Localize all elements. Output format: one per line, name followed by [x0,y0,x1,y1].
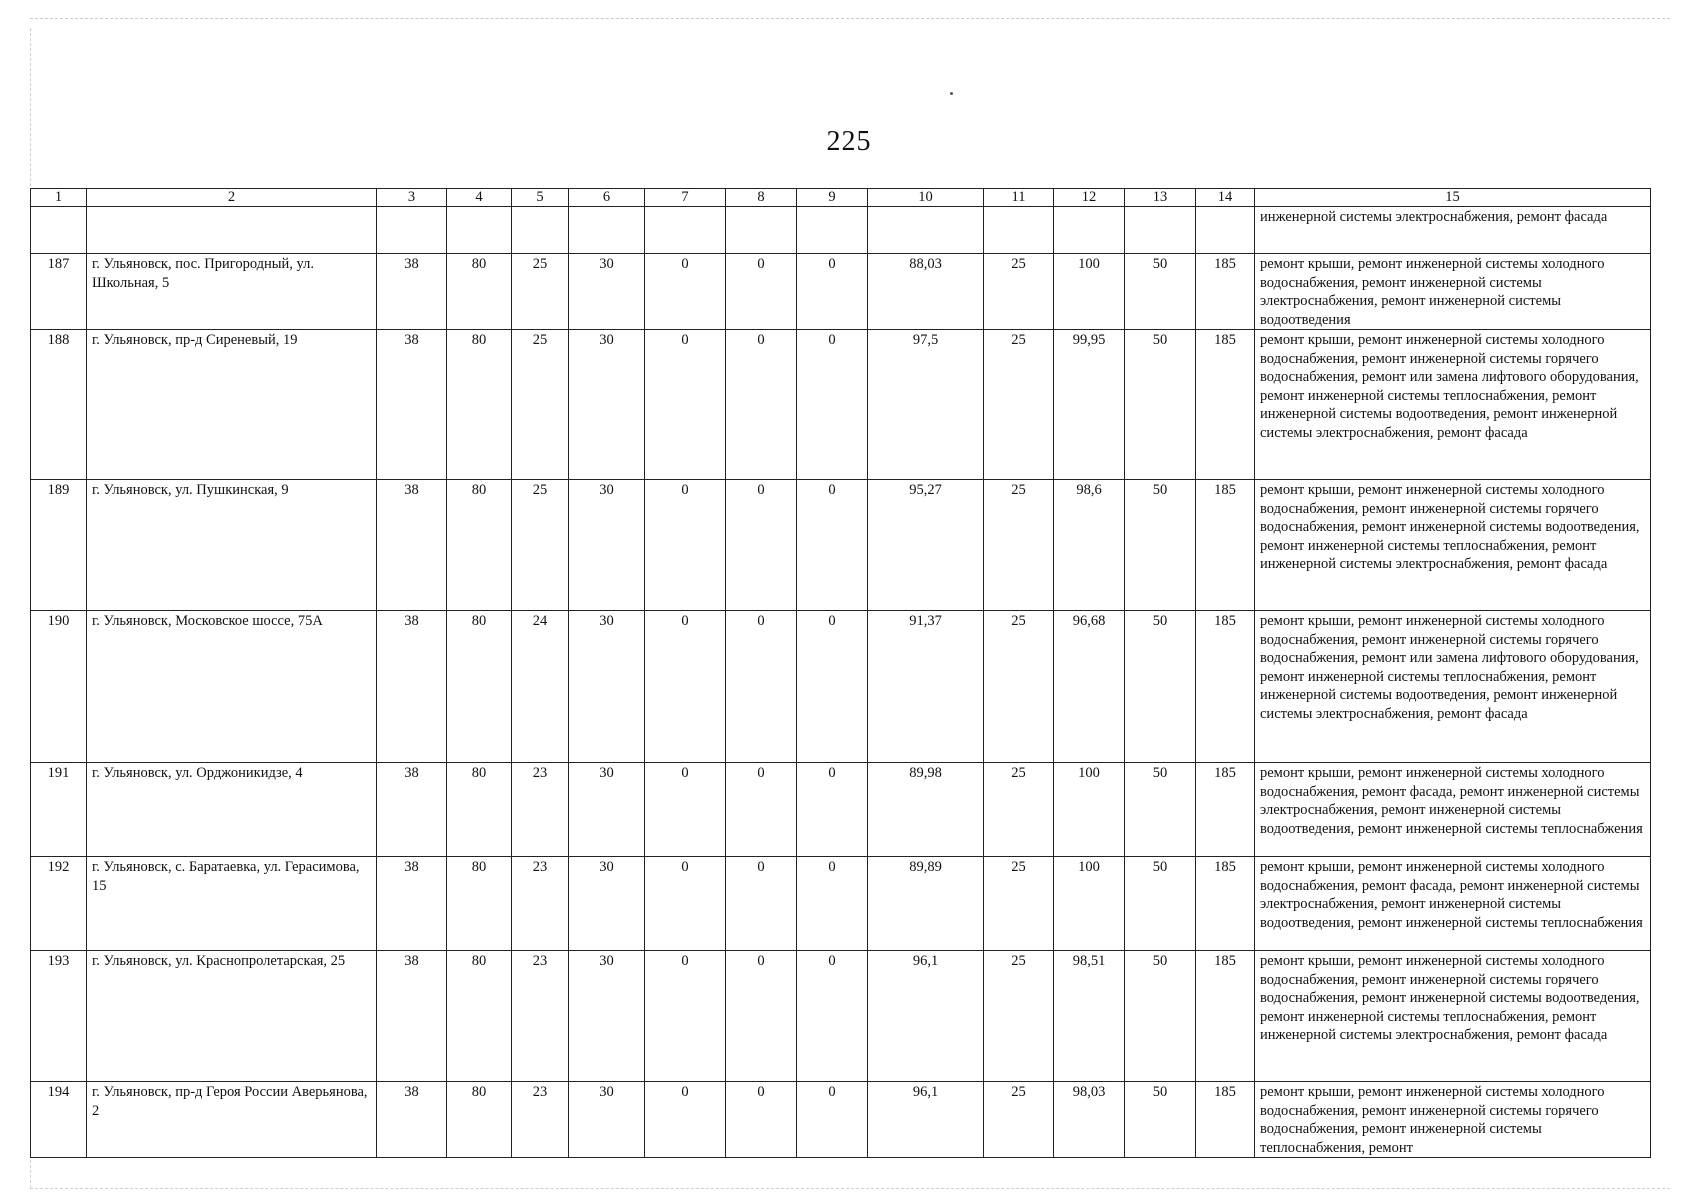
table-row [31,951,1651,1082]
table-row [31,1082,1651,1158]
value-cell: 0 [645,611,726,763]
value-cell: 25 [984,254,1054,330]
empty-cell [31,207,87,254]
empty-cell [1196,207,1255,254]
value-cell: 0 [645,857,726,951]
value-cell: 0 [645,254,726,330]
value-cell: 97,5 [868,330,984,480]
value-cell: 0 [797,857,868,951]
value-cell: 185 [1196,1082,1255,1158]
value-cell: 30 [569,951,645,1082]
empty-cell [797,207,868,254]
value-cell: 80 [447,611,512,763]
value-cell: 80 [447,1082,512,1158]
value-cell: 25 [512,254,569,330]
value-cell: 0 [645,1082,726,1158]
value-cell: 80 [447,330,512,480]
column-header: 7 [645,189,726,207]
value-cell: 89,98 [868,763,984,857]
column-header: 8 [726,189,797,207]
works-cell: ремонт крыши, ремонт инженерной системы холодного водоснабжения, ремонт фасада, ремонт инженерной системы электроснабжения, ремонт инженерной системы водоотведения, ремонт инженерной системы теплоснабжения [1255,763,1651,857]
column-header: 15 [1255,189,1651,207]
value-cell: 38 [377,330,447,480]
row-number: 194 [31,1082,87,1158]
value-cell: 25 [512,330,569,480]
column-header: 13 [1125,189,1196,207]
value-cell: 88,03 [868,254,984,330]
table-row [31,480,1651,611]
works-cell: ремонт крыши, ремонт инженерной системы холодного водоснабжения, ремонт инженерной системы горячего водоснабжения, ремонт инженерной системы водоотведения, ремонт инженерной системы теплоснабжения, ремонт инженерной системы электроснабжения, ремонт фасада [1255,951,1651,1082]
value-cell: 185 [1196,480,1255,611]
table-row [31,611,1651,763]
row-number: 189 [31,480,87,611]
value-cell: 98,03 [1054,1082,1125,1158]
column-header: 4 [447,189,512,207]
empty-cell [726,207,797,254]
empty-cell [512,207,569,254]
table-row [31,254,1651,330]
row-number: 187 [31,254,87,330]
value-cell: 185 [1196,611,1255,763]
value-cell: 0 [726,951,797,1082]
repair-schedule-table [30,188,1651,1158]
table-body [31,207,1651,1158]
page-number: 225 [826,126,872,157]
value-cell: 0 [645,330,726,480]
value-cell: 0 [797,611,868,763]
value-cell: 30 [569,480,645,611]
value-cell: 80 [447,857,512,951]
value-cell: 0 [797,480,868,611]
continuation-row [31,207,1651,254]
value-cell: 50 [1125,254,1196,330]
empty-cell [377,207,447,254]
table-header [31,189,1651,207]
value-cell: 95,27 [868,480,984,611]
scan-speck [950,92,953,95]
column-header: 3 [377,189,447,207]
value-cell: 23 [512,951,569,1082]
value-cell: 25 [984,857,1054,951]
value-cell: 23 [512,1082,569,1158]
value-cell: 38 [377,951,447,1082]
value-cell: 25 [984,330,1054,480]
address-cell: г. Ульяновск, с. Баратаевка, ул. Герасимова, 15 [87,857,377,951]
header-row [31,189,1651,207]
value-cell: 91,37 [868,611,984,763]
works-cell: ремонт крыши, ремонт инженерной системы холодного водоснабжения, ремонт инженерной системы горячего водоснабжения, ремонт инженерной системы водоотведения, ремонт инженерной системы теплоснабжения, ремонт инженерной системы электроснабжения, ремонт фасада [1255,480,1651,611]
value-cell: 98,51 [1054,951,1125,1082]
value-cell: 99,95 [1054,330,1125,480]
value-cell: 80 [447,480,512,611]
value-cell: 38 [377,857,447,951]
value-cell: 100 [1054,857,1125,951]
column-header: 1 [31,189,87,207]
value-cell: 25 [984,951,1054,1082]
value-cell: 0 [797,951,868,1082]
row-number: 188 [31,330,87,480]
empty-cell [645,207,726,254]
address-cell: г. Ульяновск, ул. Краснопролетарская, 25 [87,951,377,1082]
address-cell: г. Ульяновск, пр-д Сиреневый, 19 [87,330,377,480]
value-cell: 23 [512,857,569,951]
value-cell: 38 [377,763,447,857]
column-header: 14 [1196,189,1255,207]
address-cell: г. Ульяновск, пр-д Героя России Аверьянова, 2 [87,1082,377,1158]
value-cell: 185 [1196,330,1255,480]
value-cell: 0 [797,1082,868,1158]
value-cell: 0 [726,480,797,611]
value-cell: 80 [447,951,512,1082]
value-cell: 50 [1125,763,1196,857]
value-cell: 38 [377,611,447,763]
value-cell: 0 [726,254,797,330]
table-row [31,857,1651,951]
value-cell: 185 [1196,857,1255,951]
column-header: 2 [87,189,377,207]
value-cell: 30 [569,1082,645,1158]
column-header: 11 [984,189,1054,207]
value-cell: 0 [726,763,797,857]
value-cell: 25 [984,763,1054,857]
works-cell: ремонт крыши, ремонт инженерной системы холодного водоснабжения, ремонт инженерной системы электроснабжения, ремонт инженерной системы водоотведения [1255,254,1651,330]
value-cell: 0 [797,330,868,480]
value-cell: 0 [797,763,868,857]
value-cell: 25 [984,1082,1054,1158]
works-cell: ремонт крыши, ремонт инженерной системы холодного водоснабжения, ремонт инженерной системы горячего водоснабжения, ремонт или замена лифтового оборудования, ремонт инженерной системы теплоснабжения, ремонт инженерной системы водоотведения, ремонт инженерной системы электроснабжения, ремонт фасада [1255,611,1651,763]
row-number: 191 [31,763,87,857]
column-header: 5 [512,189,569,207]
value-cell: 80 [447,254,512,330]
empty-cell [1054,207,1125,254]
works-cell: инженерной системы электроснабжения, ремонт фасада [1255,207,1651,254]
empty-cell [447,207,512,254]
empty-cell [87,207,377,254]
value-cell: 185 [1196,254,1255,330]
value-cell: 0 [726,1082,797,1158]
value-cell: 23 [512,763,569,857]
value-cell: 30 [569,254,645,330]
value-cell: 38 [377,254,447,330]
value-cell: 80 [447,763,512,857]
empty-cell [868,207,984,254]
empty-cell [984,207,1054,254]
value-cell: 38 [377,1082,447,1158]
table-row [31,763,1651,857]
value-cell: 0 [645,951,726,1082]
value-cell: 30 [569,857,645,951]
value-cell: 100 [1054,254,1125,330]
value-cell: 50 [1125,611,1196,763]
value-cell: 30 [569,611,645,763]
works-cell: ремонт крыши, ремонт инженерной системы холодного водоснабжения, ремонт фасада, ремонт инженерной системы электроснабжения, ремонт инженерной системы водоотведения, ремонт инженерной системы теплоснабжения [1255,857,1651,951]
value-cell: 96,1 [868,1082,984,1158]
column-header: 6 [569,189,645,207]
value-cell: 38 [377,480,447,611]
value-cell: 30 [569,763,645,857]
column-header: 12 [1054,189,1125,207]
works-cell: ремонт крыши, ремонт инженерной системы холодного водоснабжения, ремонт инженерной системы горячего водоснабжения, ремонт инженерной системы теплоснабжения, ремонт [1255,1082,1651,1158]
address-cell: г. Ульяновск, пос. Пригородный, ул. Школьная, 5 [87,254,377,330]
column-header: 9 [797,189,868,207]
address-cell: г. Ульяновск, ул. Орджоникидзе, 4 [87,763,377,857]
value-cell: 25 [512,480,569,611]
scan-border-top [30,18,1670,19]
value-cell: 0 [797,254,868,330]
value-cell: 0 [726,330,797,480]
value-cell: 0 [726,857,797,951]
table-row [31,330,1651,480]
value-cell: 50 [1125,951,1196,1082]
value-cell: 25 [984,480,1054,611]
value-cell: 100 [1054,763,1125,857]
value-cell: 96,1 [868,951,984,1082]
value-cell: 98,6 [1054,480,1125,611]
address-cell: г. Ульяновск, Московское шоссе, 75А [87,611,377,763]
empty-cell [569,207,645,254]
empty-cell [1125,207,1196,254]
scan-border-bottom [30,1188,1670,1189]
value-cell: 30 [569,330,645,480]
value-cell: 25 [984,611,1054,763]
column-header: 10 [868,189,984,207]
address-cell: г. Ульяновск, ул. Пушкинская, 9 [87,480,377,611]
value-cell: 50 [1125,1082,1196,1158]
value-cell: 50 [1125,330,1196,480]
value-cell: 0 [645,480,726,611]
value-cell: 0 [726,611,797,763]
row-number: 193 [31,951,87,1082]
value-cell: 185 [1196,951,1255,1082]
row-number: 190 [31,611,87,763]
row-number: 192 [31,857,87,951]
value-cell: 89,89 [868,857,984,951]
value-cell: 185 [1196,763,1255,857]
value-cell: 0 [645,763,726,857]
value-cell: 50 [1125,480,1196,611]
value-cell: 24 [512,611,569,763]
works-cell: ремонт крыши, ремонт инженерной системы холодного водоснабжения, ремонт инженерной системы горячего водоснабжения, ремонт или замена лифтового оборудования, ремонт инженерной системы теплоснабжения, ремонт инженерной системы водоотведения, ремонт инженерной системы электроснабжения, ремонт фасада [1255,330,1651,480]
value-cell: 50 [1125,857,1196,951]
value-cell: 96,68 [1054,611,1125,763]
